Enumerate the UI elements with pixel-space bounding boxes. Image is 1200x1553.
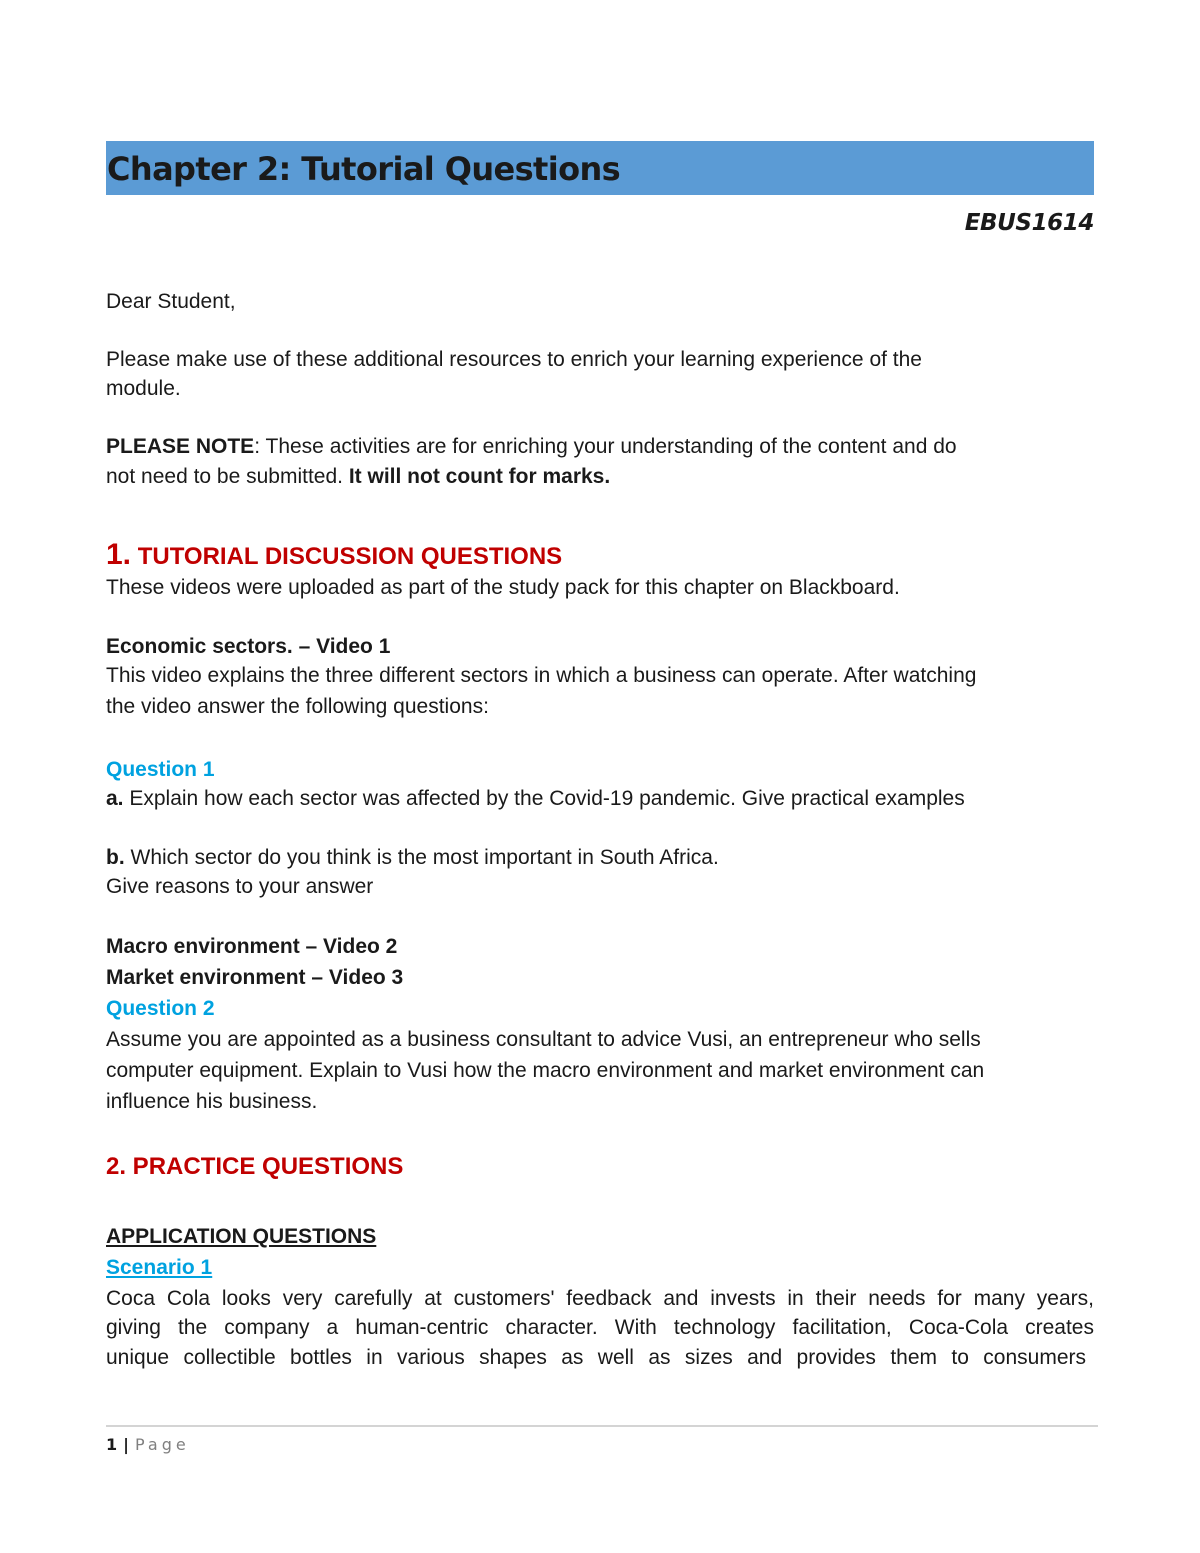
resources-paragraph-line-1: Please make use of these additional resources to enrich your learning experience of the (106, 348, 922, 371)
page-label: Page (134, 1435, 190, 1454)
section-1-description: These videos were uploaded as part of the study pack for this chapter on Blackboard. (106, 576, 900, 599)
video-1-description-line-1: This video explains the three different sectors in which a business can operate. After watching (106, 664, 977, 687)
scenario-1-line-3: unique collectible bottles in various shapes as well as sizes and provides them to consumers (106, 1346, 1086, 1369)
resources-paragraph-line-2: module. (106, 377, 181, 400)
scenario-1-line-1: Coca Cola looks very carefully at customers' feedback and invests in their needs for many years, (106, 1287, 1094, 1310)
section-2-heading: 2. PRACTICE QUESTIONS (106, 1153, 404, 1180)
note-paragraph-line-1 (106, 432, 1091, 462)
question-1b-text: Which sector do you think is the most important in South Africa. (124, 846, 719, 869)
scenario-1-line-2: giving the company a human-centric character. With technology facilitation, Coca-Cola creates (106, 1316, 1094, 1339)
question-1b (106, 843, 1091, 873)
page-footer (106, 1434, 190, 1456)
question-1b-prefix: b. (106, 846, 125, 869)
page-number: 1 (106, 1435, 118, 1454)
question-1a (106, 784, 1091, 814)
question-1-label: Question 1 (106, 758, 215, 781)
video-2-title: Macro environment – Video 2 (106, 935, 398, 958)
note-label: PLEASE NOTE (106, 435, 255, 458)
question-2-line-2: computer equipment. Explain to Vusi how the macro environment and market environment can (106, 1059, 985, 1082)
document-page (106, 0, 1096, 1553)
note-text: : These activities are for enriching your understanding of the content and do (254, 435, 957, 458)
video-1-title: Economic sectors. – Video 1 (106, 635, 391, 658)
note-paragraph-line-2 (106, 462, 1091, 492)
section-1-title: TUTORIAL DISCUSSION QUESTIONS (131, 543, 563, 570)
footer-separator: | (123, 1435, 129, 1454)
note-bold-text: It will not count for marks. (348, 465, 611, 488)
section-1-number: 1. (106, 538, 132, 571)
footer-divider (106, 1425, 1098, 1427)
question-2-line-3: influence his business. (106, 1090, 318, 1113)
note-text-continued: not need to be submitted. (106, 465, 349, 488)
course-code: EBUS1614 (964, 210, 1094, 236)
question-1a-text: Explain how each sector was affected by the Covid-19 pandemic. Give practical examples (123, 787, 965, 810)
question-1b-continuation: Give reasons to your answer (106, 875, 374, 898)
greeting: Dear Student, (106, 290, 236, 313)
video-3-title: Market environment – Video 3 (106, 966, 404, 989)
page-title: Chapter 2: Tutorial Questions (107, 150, 621, 188)
question-2-line-1: Assume you are appointed as a business consultant to advice Vusi, an entrepreneur who sells (106, 1028, 981, 1051)
scenario-1-label: Scenario 1 (106, 1256, 213, 1279)
question-2-label: Question 2 (106, 997, 215, 1020)
video-1-description-line-2: the video answer the following questions: (106, 695, 489, 718)
application-questions-heading: APPLICATION QUESTIONS (106, 1225, 377, 1248)
question-1a-prefix: a. (106, 787, 124, 810)
